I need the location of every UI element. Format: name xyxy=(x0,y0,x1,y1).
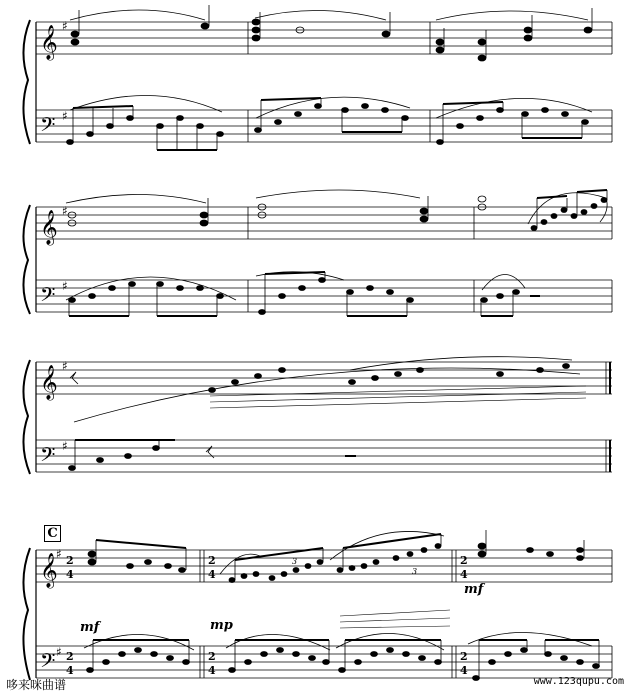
bass-clef-icon: 𝄢 xyxy=(40,443,56,471)
time-sig-bottom: 4 xyxy=(460,664,468,677)
bass-clef-icon: 𝄢 xyxy=(40,649,56,677)
time-sig-top: 2 xyxy=(460,554,468,567)
time-sig-bottom: 4 xyxy=(208,568,216,581)
bass-clef-icon: 𝄢 xyxy=(40,283,56,311)
sharp-icon: ♯ xyxy=(62,359,68,373)
sharp-icon: ♯ xyxy=(56,547,62,561)
time-sig-top: 2 xyxy=(66,554,74,567)
time-sig-top: 2 xyxy=(66,650,74,663)
system-3 xyxy=(23,357,612,474)
dynamic-mark: mp xyxy=(210,618,233,633)
notes xyxy=(67,5,608,681)
treble-clef-icon: 𝄞 xyxy=(40,210,58,245)
svg-text:3: 3 xyxy=(292,557,298,566)
time-sig-bottom: 4 xyxy=(66,568,74,581)
sharp-icon: ♯ xyxy=(62,204,68,218)
time-sig-bottom: 4 xyxy=(208,664,216,677)
time-sig-bottom: 4 xyxy=(66,664,74,677)
sharp-icon: ♯ xyxy=(62,19,68,33)
bass-clef-icon: 𝄢 xyxy=(40,113,56,141)
treble-staff-3 xyxy=(36,362,612,394)
time-sig-top: 2 xyxy=(208,554,216,567)
time-sig-bottom: 4 xyxy=(460,568,468,581)
treble-clef-icon: 𝄞 xyxy=(40,25,58,60)
dynamic-mark: mf xyxy=(80,620,100,635)
site-url[interactable]: www.123qupu.com xyxy=(533,676,624,687)
bass-staff-2 xyxy=(36,280,612,312)
system-2 xyxy=(23,190,612,314)
rehearsal-mark: C xyxy=(44,525,61,542)
treble-clef-icon: 𝄞 xyxy=(40,553,58,588)
sharp-icon: ♯ xyxy=(62,109,68,123)
dynamic-mark: mf xyxy=(464,582,484,597)
time-sig-top: 2 xyxy=(460,650,468,663)
sharp-icon: ♯ xyxy=(62,279,68,293)
treble-staff-4 xyxy=(36,550,612,582)
sharp-icon: ♯ xyxy=(62,439,68,453)
system-4 xyxy=(23,531,612,680)
svg-text:3: 3 xyxy=(412,567,418,576)
treble-staff-2 xyxy=(36,207,612,239)
bass-staff-3 xyxy=(36,440,612,472)
time-sig-top: 2 xyxy=(208,650,216,663)
site-name: 哆来咪曲谱 xyxy=(6,678,67,692)
sharp-icon: ♯ xyxy=(56,645,62,659)
treble-clef-icon: 𝄞 xyxy=(40,365,58,400)
